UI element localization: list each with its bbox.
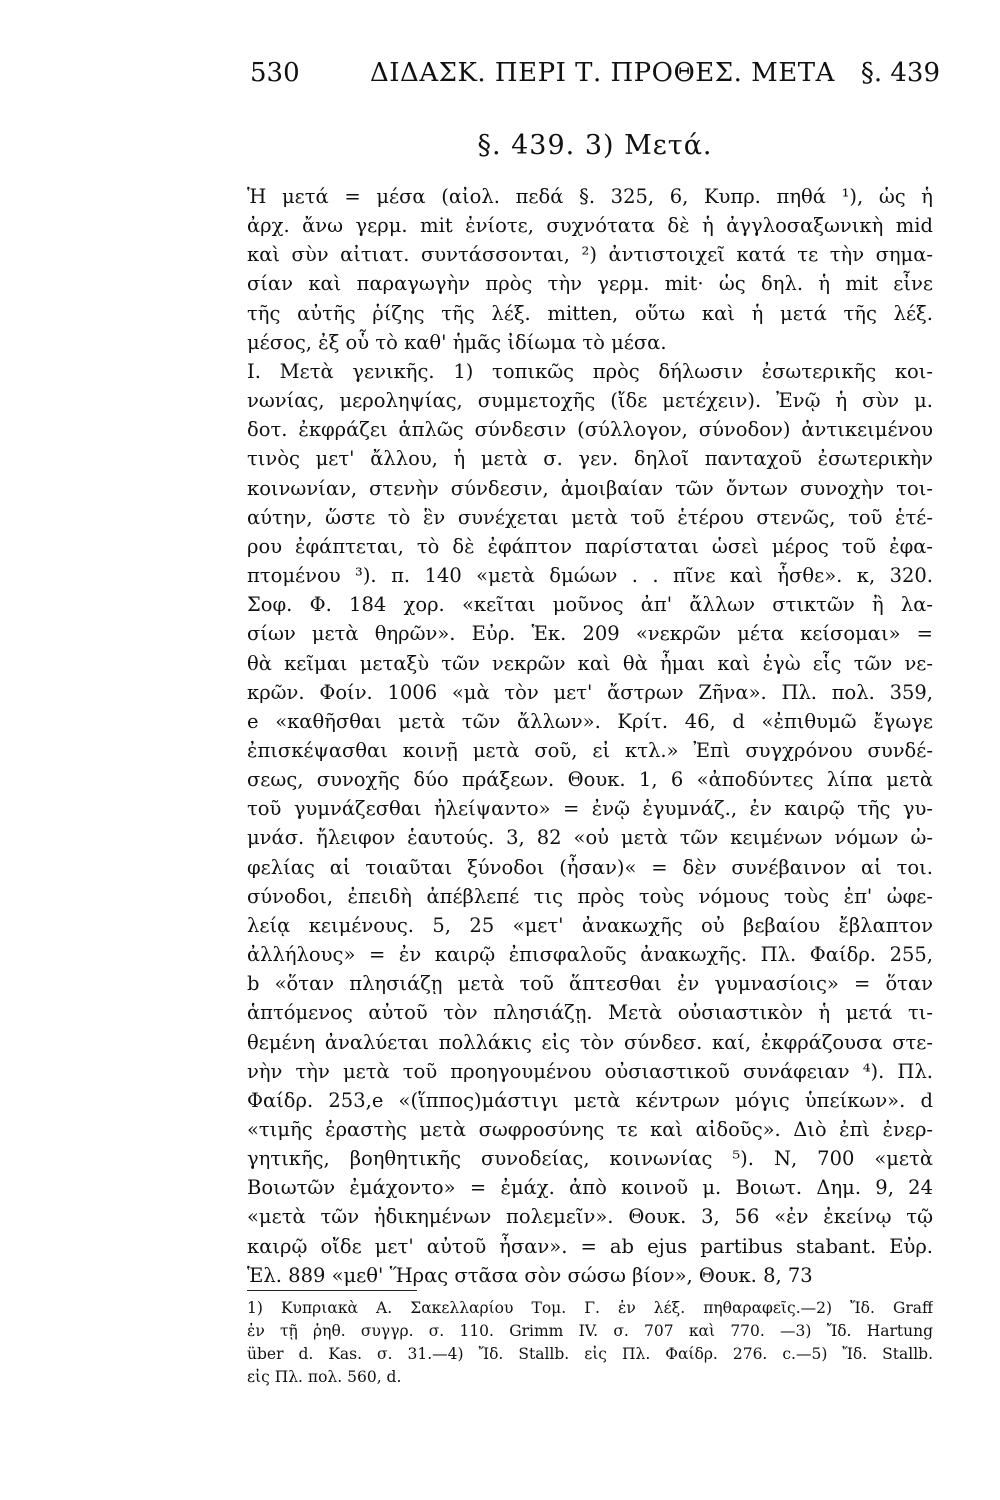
text-line: ἐπισκέψασθαι κοινῇ μετὰ σοῦ, εἰ κτλ.» Ἐπὶ συγχρόνου συνδέ- xyxy=(247,738,933,762)
footnote-line: εἰς Πλ. πολ. 560, d. xyxy=(247,1368,402,1386)
text-line: μέσος, ἐξ οὗ τὸ καθ' ἡμᾶς ἰδίωμα τὸ μέσα. xyxy=(247,330,667,354)
text-line: λείᾳ κειμένους. 5, 25 «μετ' ἀνακωχῆς οὐ βεβαίου ἔβλαπτον xyxy=(247,913,933,937)
text-line: e «καθῆσθαι μετὰ τῶν ἄλλων». Κρίτ. 46, d «ἐπιθυμῶ ἔγωγε xyxy=(247,709,933,733)
text-line: ρου ἐφάπτεται, τὸ δὲ ἐφάπτον παρίσταται ὡσεὶ μέρος τοῦ ἐφα- xyxy=(247,534,933,558)
text-line: μνάσ. ἤλειφον ἑαυτούς. 3, 82 «οὐ μετὰ τῶν κειμένων νόμων ὠ- xyxy=(247,826,933,850)
running-header xyxy=(250,58,940,98)
text-line: φελίας αἱ τοιαῦται ξύνοδοι (ἦσαν)« = δὲν συνέβαινον αἱ τοι. xyxy=(247,855,933,879)
page-number: 530 xyxy=(250,58,300,88)
text-line: Ἑλ. 889 «μεθ' Ἥρας στᾶσα σὸν σώσω βίον», Θουκ. 8, 73 xyxy=(247,1263,813,1287)
text-line: ἀλλήλους» = ἐν καιρῷ ἐπισφαλοῦς ἀνακωχῆς. Πλ. Φαίδρ. 255, xyxy=(247,943,933,967)
text-line: Ἡ μετά = μέσα (αἰολ. πεδά §. 325, 6, Κυπρ. πηθά ¹), ὡς ἡ xyxy=(247,185,933,208)
text-line: Σοφ. Φ. 184 χορ. «κεῖται μοῦνος ἀπ' ἄλλων στικτῶν ἢ λα- xyxy=(247,593,933,617)
text-line: νωνίας, μεροληψίας, συμμετοχῆς (ἴδε μετέχειν). Ἐνῷ ἡ σὺν μ. xyxy=(247,389,933,413)
text-line: κρῶν. Φοίν. 1006 «μὰ τὸν μετ' ἄστρων Ζῆνα». Πλ. πολ. 359, xyxy=(247,680,933,704)
text-line: Βοιωτῶν ἐμάχοντο» = ἐμάχ. ἀπὸ κοινοῦ μ. Βοιωτ. Δημ. 9, 24 xyxy=(247,1176,933,1200)
text-line: γητικῆς, βοηθητικῆς συνοδείας, κοινωνίας ⁵). Ν, 700 «μετὰ xyxy=(247,1147,933,1171)
footnote-line: über d. Kas. σ. 31.—4) Ἴδ. Stallb. εἰς Πλ. Φαίδρ. 276. c.—5) Ἴδ. Stallb. xyxy=(247,1345,933,1363)
text-line: σεως, συνοχῆς δύο πράξεων. Θουκ. 1, 6 «ἀποδύντες λίπα μετὰ xyxy=(247,768,933,792)
text-line: αύτην, ὥστε τὸ ἓν συνέχεται μετὰ τοῦ ἑτέρου στενῶς, τοῦ ἑτέ- xyxy=(247,505,933,529)
footnote-divider xyxy=(247,1290,417,1291)
footnote-line: 1) Κυπριακὰ Α. Σακελλαρίου Τομ. Γ. ἐν λέξ. πηθαραφεῖς.—2) Ἴδ. Graff xyxy=(247,1299,933,1317)
text-line: b «ὅταν πλησιάζῃ μετὰ τοῦ ἅπτεσθαι ἐν γυμνασίοις» = ὅταν xyxy=(247,972,933,996)
text-line: καιρῷ οἴδε μετ' αὐτοῦ ἦσαν». = ab ejus partibus stabant. Εὐρ. xyxy=(247,1234,933,1258)
text-line: ἁπτόμενος αὐτοῦ τὸν πλησιάζῃ. Μετὰ οὐσιαστικὸν ἡ μετά τι- xyxy=(247,1001,933,1025)
text-line: θεμένη ἀναλύεται πολλάκις εἰς τὸν σύνδεσ. καί, ἐκφράζουσα στε- xyxy=(247,1030,933,1054)
text-line: δοτ. ἐκφράζει ἁπλῶς σύνδεσιν (σύλλογον, σύνοδον) ἀντικειμένου xyxy=(247,418,933,442)
text-line: ἀρχ. ἄνω γερμ. mit ἐνίοτε, συχνότατα δὲ ἡ ἀγγλοσαξωνικὴ mid xyxy=(247,214,933,238)
text-line: σίων μετὰ θηρῶν». Εὐρ. Ἑκ. 209 «νεκρῶν μέτα κείσομαι» = xyxy=(247,622,933,646)
text-line: νὴν τὴν μετὰ τοῦ προηγουμένου οὐσιαστικοῦ συνάφειαν ⁴). Πλ. xyxy=(247,1059,933,1083)
footnote-line: ἐν τῇ ῥηθ. συγγρ. σ. 110. Grimm IV. σ. 707 καὶ 770. —3) Ἴδ. Hartung xyxy=(247,1322,933,1340)
text-line: τινὸς μετ' ἄλλου, ἡ μετὰ σ. γεν. δηλοῖ πανταχοῦ ἐσωτερικὴν xyxy=(247,447,933,471)
footnotes xyxy=(247,1297,933,1389)
text-line: πτομένου ³). π. 140 «μετὰ δμώων . . πῖνε καὶ ἧσθε». κ, 320. xyxy=(247,564,933,588)
section-heading: §. 439. 3) Μετά. xyxy=(477,130,713,161)
text-line: κοινωνίαν, στενὴν σύνδεσιν, ἀμοιβαίαν τῶν ὄντων συνοχὴν τοι- xyxy=(247,476,933,500)
text-line: σίαν καὶ παραγωγὴν πρὸς τὴν γερμ. mit· ὡς δηλ. ἡ mit εἶνε xyxy=(247,272,933,296)
body-text xyxy=(247,182,933,1290)
text-line: τῆς αὐτῆς ῥίζης τῆς λέξ. mitten, οὕτω καὶ ἡ μετά τῆς λέξ. xyxy=(247,301,933,325)
text-line: «μετὰ τῶν ἠδικημένων πολεμεῖν». Θουκ. 3, 56 «ἐν ἐκείνῳ τῷ xyxy=(247,1205,933,1229)
running-title: ΔΙΔΑΣΚ. ΠΕΡΙ Τ. ΠΡΟΘΕΣ. ΜΕΤΑ xyxy=(370,58,835,88)
text-line: θὰ κεῖμαι μεταξὺ τῶν νεκρῶν καὶ θὰ ἦμαι καὶ ἐγὼ εἷς τῶν νε- xyxy=(247,651,933,675)
text-line: «τιμῆς ἐραστὴς μετὰ σωφροσύνης τε καὶ αἰδοῦς». Διὸ ἐπὶ ἐνερ- xyxy=(247,1118,933,1141)
text-line: σύνοδοι, ἐπειδὴ ἀπέβλεπέ τις πρὸς τοὺς νόμους τοὺς ἐπ' ὠφε- xyxy=(247,884,933,908)
text-line: τοῦ γυμνάζεσθαι ἠλείψαντο» = ἐνῷ ἐγυμνάζ., ἐν καιρῷ τῆς γυ- xyxy=(247,797,933,821)
text-line: καὶ σὺν αἰτιατ. συντάσσονται, ²) ἀντιστοιχεῖ κατά τε τὴν σημα- xyxy=(247,243,933,267)
text-line: Φαίδρ. 253,e «(ἵππος)μάστιγι μετὰ κέντρων μόγις ὑπείκων». d xyxy=(247,1088,933,1112)
section-reference: §. 439 xyxy=(860,58,940,88)
text-line: Ι. Μετὰ γενικῆς. 1) τοπικῶς πρὸς δήλωσιν ἐσωτερικῆς κοι- xyxy=(247,359,933,383)
